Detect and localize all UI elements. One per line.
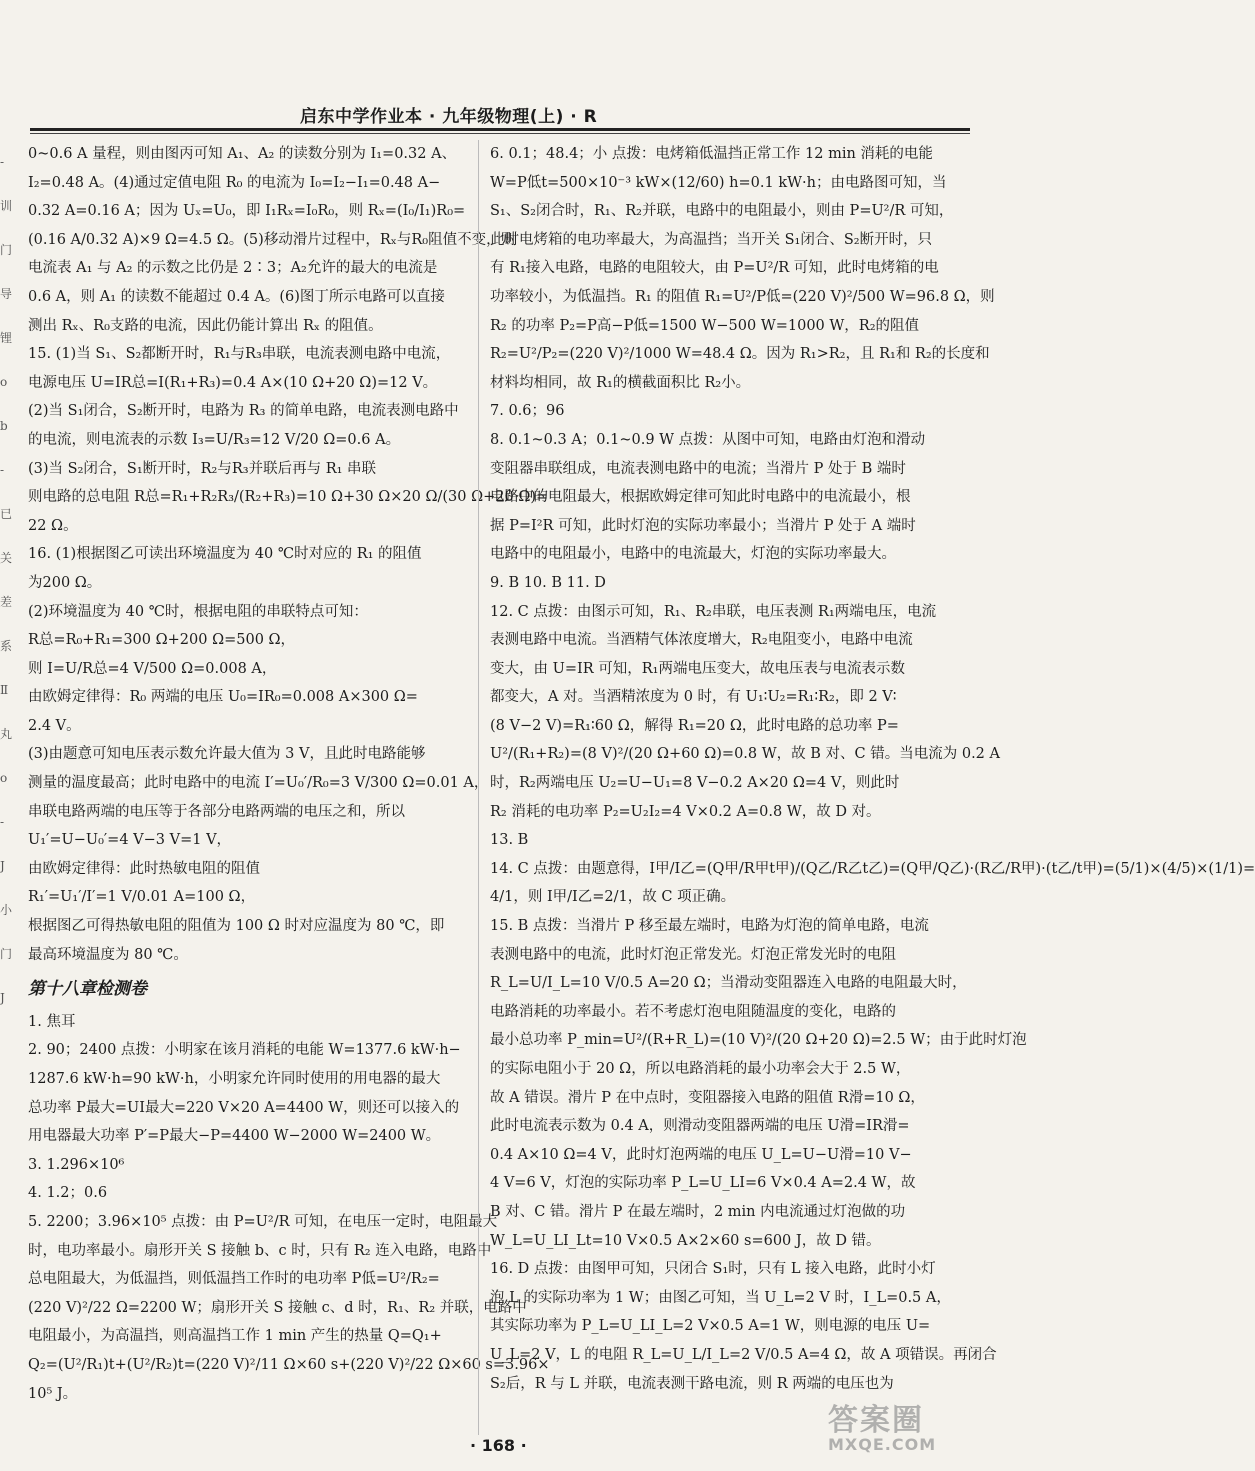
text-line: 时，电功率最小。扇形开关 S 接触 b、c 时，只有 R₂ 连入电路，电路中 <box>28 1242 492 1259</box>
text-line: 15. B 点拨：当滑片 P 移至最左端时，电路为灯泡的简单电路，电流 <box>490 918 929 935</box>
watermark-cn: 答案圈 <box>828 1403 924 1438</box>
text-line: 4. 1.2；0.6 <box>28 1185 108 1202</box>
text-line: (2)环境温度为 40 ℃时，根据电阻的串联特点可知： <box>28 603 368 620</box>
text-line: 0.4 A×10 Ω=4 V，此时灯泡两端的电压 U_L=U−U滑=10 V− <box>490 1146 912 1163</box>
text-line: I₂=0.48 A。(4)通过定值电阻 R₀ 的电流为 I₀=I₂−I₁=0.48 A− <box>28 174 441 191</box>
text-line: 16. D 点拨：由图甲可知，只闭合 S₁时，只有 L 接入电路，此时小灯 <box>490 1261 936 1278</box>
text-line: 的实际电阻小于 20 Ω，所以电路消耗的最小功率会大于 2.5 W， <box>490 1061 911 1077</box>
text-line: 有 R₁接入电路，电路的电阻较大，由 P=U²/R 可知，此时电烤箱的电 <box>490 260 939 277</box>
text-line: 22 Ω。 <box>28 517 78 534</box>
text-line: 测量的温度最高；此时电路中的电流 I′=U₀′/R₀=3 V/300 Ω=0.01 A， <box>28 775 489 792</box>
text-line: 最小总功率 P_min=U²/(R+R_L)=(10 V)²/(20 Ω+20 Ω)=2.5 W；由于此时灯泡 <box>490 1032 1027 1049</box>
text-line: 据 P=I²R 可知，此时灯泡的实际功率最小；当滑片 P 处于 A 端时 <box>490 517 916 534</box>
text-line: 串联电路两端的电压等于各部分电路两端的电压之和，所以 <box>28 803 405 820</box>
text-line: 0~0.6 A 量程，则由图丙可知 A₁、A₂ 的读数分别为 I₁=0.32 A、 <box>28 146 457 162</box>
text-line: 变大，由 U=IR 可知，R₁两端电压变大，故电压表与电流表示数 <box>490 660 905 677</box>
text-line: U²/(R₁+R₂)=(8 V)²/(20 Ω+60 Ω)=0.8 W，故 B 对、C 错。当电流为 0.2 A <box>490 746 1000 763</box>
text-line: 电源电压 U=IR总=I(R₁+R₃)=0.4 A×(10 Ω+20 Ω)=12 V。 <box>28 374 438 391</box>
margin-mark: - <box>0 155 5 169</box>
margin-mark: - <box>0 815 5 829</box>
text-line: B 对、C 错。滑片 P 在最左端时，2 min 内电流通过灯泡做的功 <box>490 1203 906 1220</box>
binding-margin-marks <box>0 140 14 1020</box>
margin-mark: J <box>0 991 5 1005</box>
right-column <box>490 140 1255 1398</box>
text-line: 12. C 点拨：由图示可知，R₁、R₂串联，电压表测 R₁两端电压，电流 <box>490 603 937 620</box>
text-line: 14. C 点拨：由题意得，I甲/I乙=(Q甲/R甲t甲)/(Q乙/R乙t乙)=(Q甲/Q乙)·(R乙/R甲)·(t乙/t甲)=(5/1)×(4/5)×(1/1)= <box>490 860 1255 877</box>
text-line: 1287.6 kW·h=90 kW·h，小明家允许同时使用的用电器的最大 <box>28 1071 441 1087</box>
text-line: 4/1，则 I甲/I乙=2/1，故 C 项正确。 <box>490 889 736 906</box>
text-line: 由欧姆定律得：此时热敏电阻的阻值 <box>28 860 260 877</box>
text-line: 表测电路中电流。当酒精气体浓度增大，R₂电阻变小，电路中电流 <box>490 632 913 649</box>
text-line: 7. 0.6；96 <box>490 403 565 420</box>
text-line: 10⁵ J。 <box>28 1385 78 1402</box>
margin-mark: 关 <box>0 551 13 565</box>
margin-mark: 训 <box>0 199 13 213</box>
text-line: 8. 0.1~0.3 A；0.1~0.9 W 点拨：从图中可知，电路由灯泡和滑动 <box>490 431 926 448</box>
text-line: 根据图乙可得热敏电阻的阻值为 100 Ω 时对应温度为 80 ℃，即 <box>28 918 445 935</box>
text-line: 9. B 10. B 11. D <box>490 574 606 591</box>
margin-mark: 已 <box>0 507 13 521</box>
margin-mark: - <box>0 463 5 477</box>
text-line: 5. 2200；3.96×10⁵ 点拨：由 P=U²/R 可知，在电压一定时，电阻最大 <box>28 1213 498 1230</box>
margin-mark: 门 <box>0 243 13 257</box>
text-line: S₁、S₂闭合时，R₁、R₂并联，电路中的电阻最小，则由 P=U²/R 可知， <box>490 203 954 220</box>
text-line: 由欧姆定律得：R₀ 两端的电压 U₀=IR₀=0.008 A×300 Ω= <box>28 689 418 706</box>
text-line: 6. 0.1；48.4；小 点拨：电烤箱低温挡正常工作 12 min 消耗的电能 <box>490 146 933 162</box>
text-line: W=P低t=500×10⁻³ kW×(12/60) h=0.1 kW·h；由电路图可知，当 <box>490 174 947 191</box>
text-line: 则 I=U/R总=4 V/500 Ω=0.008 A， <box>28 660 277 677</box>
text-line: 功率较小，为低温挡。R₁ 的阻值 R₁=U²/P低=(220 V)²/500 W=96.8 Ω，则 <box>490 288 995 305</box>
margin-mark: b <box>0 419 8 433</box>
text-line: (220 V)²/22 Ω=2200 W；扇形开关 S 接触 c、d 时，R₁、R₂ 并联，电路中 <box>28 1299 527 1316</box>
text-line: 为200 Ω。 <box>28 574 102 591</box>
text-line: 4 V=6 V，灯泡的实际功率 P_L=U_LI=6 V×0.4 A=2.4 W，故 <box>490 1175 916 1192</box>
text-line: (8 V−2 V)=R₁∶60 Ω，解得 R₁=20 Ω，此时电路的总功率 P= <box>490 717 899 734</box>
column-divider <box>478 140 479 1435</box>
section-title: 第十八章检测卷 <box>28 979 147 1000</box>
text-line: 16. (1)根据图乙可读出环境温度为 40 ℃时对应的 R₁ 的阻值 <box>28 546 422 563</box>
text-line: 最高环境温度为 80 ℃。 <box>28 946 188 963</box>
text-line: R总=R₀+R₁=300 Ω+200 Ω=500 Ω， <box>28 632 296 649</box>
text-line: 电流表 A₁ 与 A₂ 的示数之比仍是 2∶3；A₂允许的最大的电流是 <box>28 260 438 277</box>
text-line: W_L=U_LI_Lt=10 V×0.5 A×2×60 s=600 J，故 D 错。 <box>490 1232 881 1249</box>
text-line: 时，R₂两端电压 U₂=U−U₁=8 V−0.2 A×20 Ω=4 V，则此时 <box>490 775 900 792</box>
page-number: · 168 · <box>470 1436 527 1455</box>
running-header: 启东中学作业本 · 九年级物理(上) · R <box>300 107 598 127</box>
text-line: 0.32 A=0.16 A；因为 Uₓ=U₀，即 I₁Rₓ=I₀R₀，则 Rₓ=(I₀/I₁)R₀= <box>28 203 466 220</box>
text-line: 变阻器串联组成，电流表测电路中的电流；当滑片 P 处于 B 端时 <box>490 460 906 477</box>
text-line: 用电器最大功率 P′=P最大−P=4400 W−2000 W=2400 W。 <box>28 1128 441 1145</box>
text-line: S₂后，R 与 L 并联，电流表测干路电流，则 R 两端的电压也为 <box>490 1375 894 1392</box>
margin-mark: o <box>0 771 8 785</box>
text-line: 此时电流表示数为 0.4 A，则滑动变阻器两端的电压 U滑=IR滑= <box>490 1118 910 1135</box>
text-line: (0.16 A/0.32 A)×9 Ω=4.5 Ω。(5)移动滑片过程中，Rₓ与R₀阻值不变，则 <box>28 231 516 248</box>
text-line: (2)当 S₁闭合，S₂断开时，电路为 R₃ 的简单电路，电流表测电路中 <box>28 403 459 420</box>
text-line: 总电阻最大，为低温挡，则低温挡工作时的电功率 P低=U²/R₂= <box>28 1271 440 1288</box>
text-line: R₂ 消耗的电功率 P₂=U₂I₂=4 V×0.2 A=0.8 W，故 D 对。 <box>490 803 881 820</box>
text-line: 都变大，A 对。当酒精浓度为 0 时，有 U₁∶U₂=R₁∶R₂，即 2 V∶ <box>490 689 897 706</box>
text-line: 13. B <box>490 832 529 849</box>
text-line: U₁′=U−U₀′=4 V−3 V=1 V， <box>28 832 232 849</box>
text-line: R₂ 的功率 P₂=P高−P低=1500 W−500 W=1000 W，R₂的阻值 <box>490 317 920 334</box>
margin-mark: 小 <box>0 903 13 917</box>
header-rule <box>30 128 970 131</box>
margin-mark: o <box>0 375 8 389</box>
text-line: Q₂=(U²/R₁)t+(U²/R₂)t=(220 V)²/11 Ω×60 s+(220 V)²/22 Ω×60 s=3.96× <box>28 1356 550 1373</box>
left-column-text-2 <box>28 1008 550 1408</box>
margin-mark: 差 <box>0 595 13 609</box>
text-line: 则电路的总电阻 R总=R₁+R₂R₃/(R₂+R₃)=10 Ω+30 Ω×20 Ω/(30 Ω+20 Ω)= <box>28 489 549 506</box>
text-line: 故 A 错误。滑片 P 在中点时，变阻器接入电路的阻值 R滑=10 Ω， <box>490 1089 925 1106</box>
margin-mark: 导 <box>0 287 13 301</box>
text-line: R_L=U/I_L=10 V/0.5 A=20 Ω；当滑动变阻器连入电路的电阻最大时， <box>490 975 967 992</box>
text-line: 电阻最小，为高温挡，则高温挡工作 1 min 产生的热量 Q=Q₁+ <box>28 1328 442 1345</box>
text-line: (3)由题意可知电压表示数允许最大值为 3 V，且此时电路能够 <box>28 746 426 763</box>
margin-mark: 锂 <box>0 331 13 345</box>
text-line: 表测电路中的电流，此时灯泡正常发光。灯泡正常发光时的电阻 <box>490 946 896 963</box>
text-line: 的电流，则电流表的示数 I₃=U/R₃=12 V/20 Ω=0.6 A。 <box>28 431 401 448</box>
text-line: 材料均相同，故 R₁的横截面积比 R₂小。 <box>490 374 751 391</box>
text-line: 2. 90；2400 点拨：小明家在该月消耗的电能 W=1377.6 kW·h− <box>28 1042 461 1059</box>
text-line: 2.4 V。 <box>28 717 81 734</box>
text-line: 此时电烤箱的电功率最大，为高温挡；当开关 S₁闭合、S₂断开时，只 <box>490 231 933 248</box>
text-line: 泡 L 的实际功率为 1 W；由图乙可知，当 U_L=2 V 时，I_L=0.5 A， <box>490 1289 951 1306</box>
header-rule-thin <box>30 133 970 134</box>
text-line: 电路中的电阻最小，电路中的电流最大，灯泡的实际功率最大。 <box>490 546 896 563</box>
watermark-url: MXQE.COM <box>828 1435 937 1454</box>
text-line: 0.6 A，则 A₁ 的读数不能超过 0.4 A。(6)图丁所示电路可以直接 <box>28 288 445 305</box>
text-line: U_L=2 V，L 的电阻 R_L=U_L/I_L=2 V/0.5 A=4 Ω，故 A 项错误。再闭合 <box>490 1346 997 1363</box>
text-line: 总功率 P最大=UI最大=220 V×20 A=4400 W，则还可以接入的 <box>28 1099 460 1116</box>
text-line: 电路中的电阻最大，根据欧姆定律可知此时电路中的电流最小，根 <box>490 489 911 506</box>
text-line: R₁′=U₁′/I′=1 V/0.01 A=100 Ω， <box>28 889 256 906</box>
margin-mark: 丸 <box>0 727 13 741</box>
margin-mark: 门 <box>0 947 13 961</box>
text-line: 其实际功率为 P_L=U_LI_L=2 V×0.5 A=1 W，则电源的电压 U= <box>490 1318 931 1335</box>
text-line: 测出 Rₓ、R₀支路的电流，因此仍能计算出 Rₓ 的阻值。 <box>28 317 383 334</box>
text-line: 15. (1)当 S₁、S₂都断开时，R₁与R₃串联，电流表测电路中电流， <box>28 346 451 363</box>
right-column-text <box>490 140 1255 1398</box>
text-line: (3)当 S₂闭合，S₁断开时，R₂与R₃并联后再与 R₁ 串联 <box>28 460 377 477</box>
text-line: 1. 焦耳 <box>28 1013 76 1030</box>
margin-mark: J <box>0 859 5 873</box>
text-line: R₂=U²/P₂=(220 V)²/1000 W=48.4 Ω。因为 R₁>R₂，且 R₁和 R₂的长度和 <box>490 346 990 363</box>
margin-mark: 系 <box>0 639 13 653</box>
margin-mark: Ⅱ <box>0 683 9 697</box>
text-line: 3. 1.296×10⁶ <box>28 1156 125 1173</box>
text-line: 电路消耗的功率最小。若不考虑灯泡电阻随温度的变化，电路的 <box>490 1003 896 1020</box>
watermark-logo <box>828 1395 978 1465</box>
